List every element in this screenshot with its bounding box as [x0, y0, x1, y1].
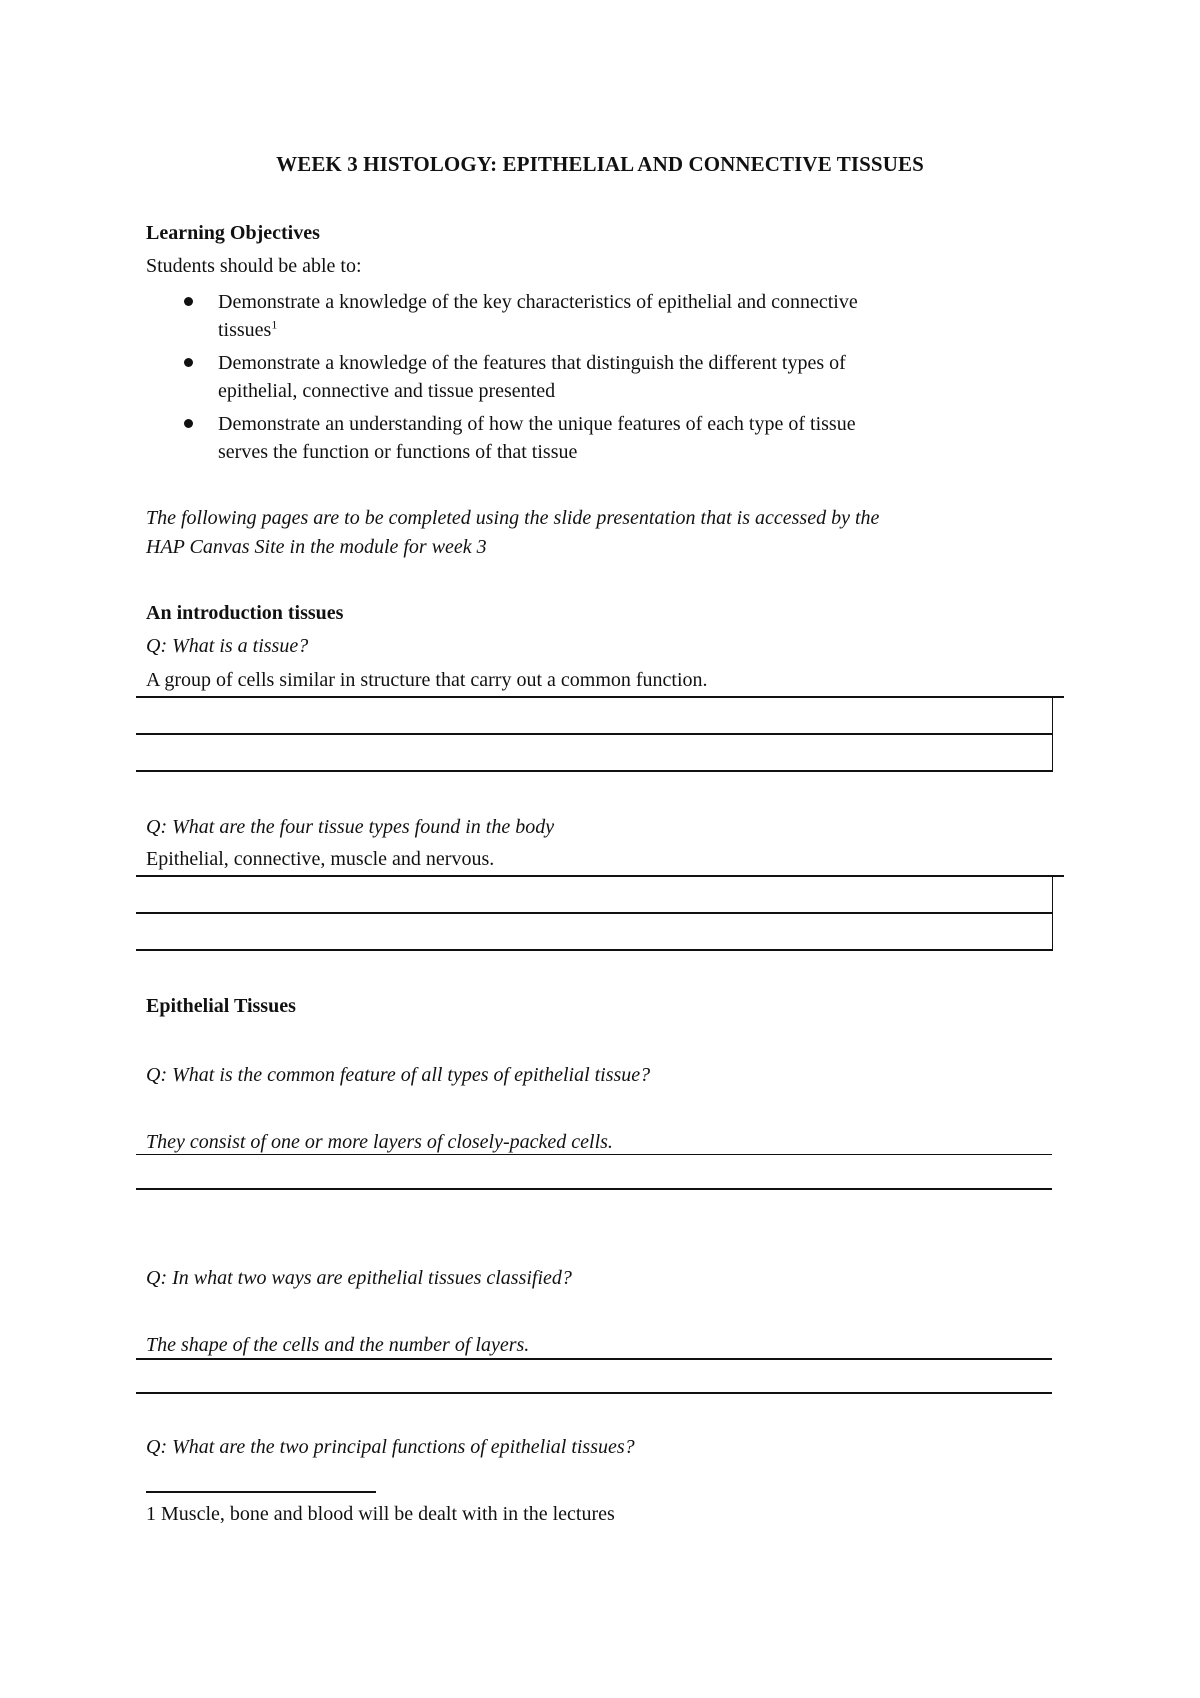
question-four-tissue-types: Q: What are the four tissue types found in the body [146, 816, 555, 838]
objective-text: Demonstrate a knowledge of the features that distinguish the different types of [218, 352, 846, 374]
objective-text-continued: tissues [218, 319, 272, 341]
footnote-separator [146, 1491, 376, 1493]
list-item [180, 349, 1040, 405]
answer-box-edge [1052, 876, 1053, 951]
answer-line [136, 1392, 1052, 1394]
answer-line [136, 875, 1064, 877]
answer-box-edge [1052, 697, 1053, 772]
intro-section-heading: An introduction tissues [146, 602, 344, 624]
learning-objectives-list [180, 288, 1040, 471]
footnote [146, 1500, 615, 1528]
answer-what-is-tissue: A group of cells similar in structure that carry out a common function. [146, 669, 708, 691]
bullet-icon [184, 419, 193, 428]
objective-text: Demonstrate an understanding of how the unique features of each type of tissue [218, 413, 856, 435]
bullet-icon [184, 297, 193, 306]
question-principal-functions: Q: What are the two principal functions of epithelial tissues? [146, 1436, 635, 1458]
answer-line [136, 949, 1052, 951]
answer-line [136, 1358, 1052, 1360]
bullet-icon [184, 358, 193, 367]
page-title: WEEK 3 HISTOLOGY: EPITHELIAL AND CONNECTIVE TISSUES [276, 152, 924, 176]
learning-objectives-heading: Learning Objectives [146, 222, 320, 244]
epithelial-section-heading: Epithelial Tissues [146, 995, 296, 1017]
objective-text-continued: serves the function or functions of that tissue [218, 441, 578, 463]
objective-text: Demonstrate a knowledge of the key characteristics of epithelial and connective [218, 291, 858, 313]
instruction-line-1: The following pages are to be completed using the slide presentation that is accessed by the [146, 507, 880, 529]
answer-line [136, 733, 1052, 735]
answer-classification: The shape of the cells and the number of layers. [146, 1334, 530, 1356]
answer-line [136, 1188, 1052, 1190]
list-item [180, 410, 1040, 466]
question-classification: Q: In what two ways are epithelial tissues classified? [146, 1267, 572, 1289]
answer-line [136, 696, 1064, 698]
answer-line [136, 770, 1052, 772]
footnote-reference: 1 [271, 317, 278, 332]
answer-line [136, 912, 1052, 914]
question-common-feature: Q: What is the common feature of all types of epithelial tissue? [146, 1064, 651, 1086]
objective-text-continued: epithelial, connective and tissue presented [218, 380, 556, 402]
question-what-is-tissue: Q: What is a tissue? [146, 635, 309, 657]
footnote-text: Muscle, bone and blood will be dealt with in the lectures [161, 1503, 615, 1525]
instruction-line-2: HAP Canvas Site in the module for week 3 [146, 536, 487, 558]
answer-common-feature: They consist of one or more layers of closely-packed cells. [146, 1131, 613, 1153]
answer-line [136, 1154, 1052, 1155]
footnote-number: 1 [146, 1503, 156, 1525]
list-item [180, 288, 1040, 344]
answer-four-tissue-types: Epithelial, connective, muscle and nervous. [146, 848, 495, 870]
learning-objectives-intro: Students should be able to: [146, 255, 362, 277]
